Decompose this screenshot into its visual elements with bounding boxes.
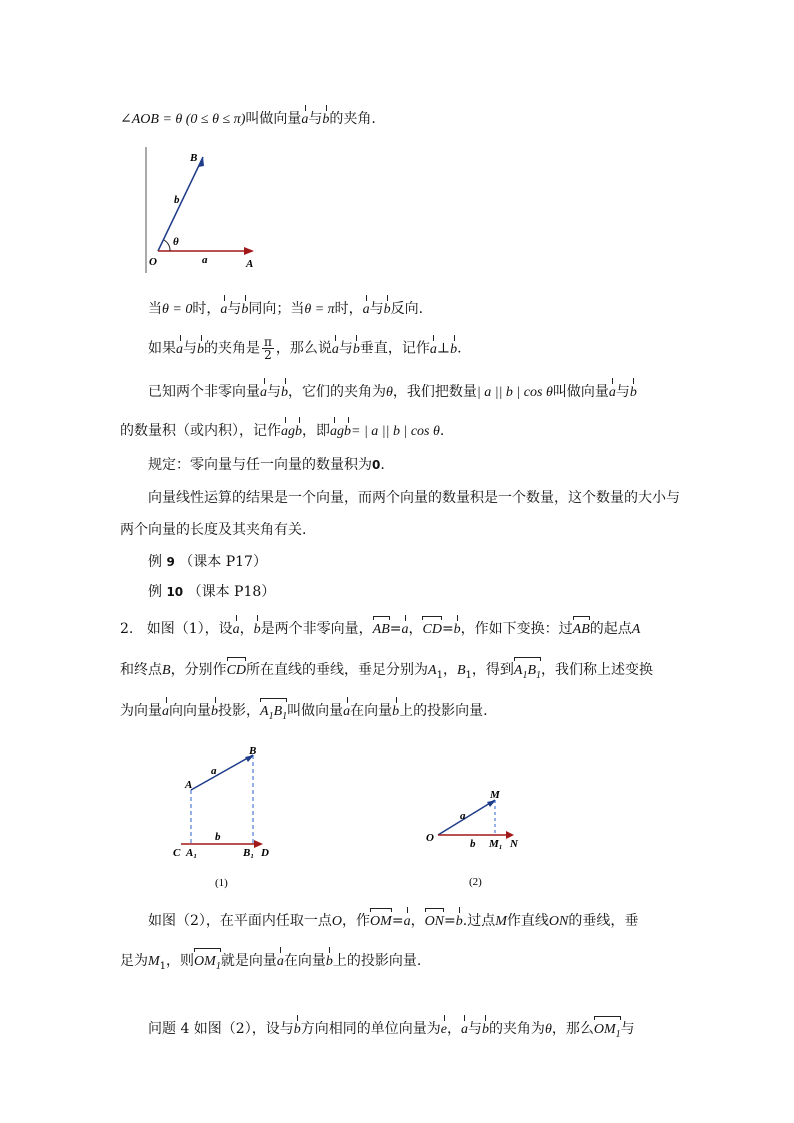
- vector-b-arrow: [198, 157, 204, 167]
- projection-om-line-2: 足为$M_1$，则$OM_1$就是向量a在向量b上的投影向量.: [120, 950, 421, 977]
- label-b: b: [470, 838, 476, 850]
- projection-figure-2: [420, 785, 530, 890]
- angle-figure: [140, 145, 270, 275]
- vector-a-arrow: [244, 247, 254, 255]
- label-A1: A₁: [186, 847, 198, 859]
- rule-zero-line: 规定：零向量与任一向量的数量积为0.: [148, 457, 385, 473]
- angle-arc: [164, 240, 170, 251]
- label-A: A: [185, 779, 193, 791]
- direction-line: 当θ = 0时，a与b同向；当θ = π时，a与b反向.: [148, 298, 423, 320]
- projection-line-2: 和终点B，分别作CD所在直线的垂线，垂足分别为$A_1$，$B_1$，得到$A_1B_1$，我们称上述变换: [120, 660, 653, 686]
- label-C: C: [173, 847, 181, 859]
- label-O: O: [149, 256, 157, 268]
- label-B1: B₁: [243, 847, 255, 859]
- paragraph-linear-2: 两个向量的长度及其夹角有关.: [120, 522, 307, 538]
- label-b: b: [215, 831, 221, 843]
- dot-product-notation-line: 的数量积（或内积），记作agb，即agb= | a || b | cos θ.: [120, 420, 444, 442]
- label-M1: M₁: [489, 838, 503, 850]
- question-4-line: 问题 4 如图（2），设与b方向相同的单位向量为e，a与b的夹角为θ，那么$OM_1$与: [148, 1018, 635, 1045]
- caption-1: (1): [215, 877, 228, 889]
- label-a: a: [460, 810, 466, 822]
- label-b: b: [174, 194, 180, 206]
- example-10: 例 10 （课本 P18）: [148, 584, 276, 600]
- vector-AB: [191, 755, 253, 790]
- projection-line-3: 为向量a向向量b投影，$A_1B_1$叫做向量a在向量b上的投影向量.: [120, 700, 488, 727]
- example-9: 例 9 （课本 P17）: [148, 554, 267, 570]
- projection-om-line-1: 如图（2），在平面内任取一点O，作OM=a，ON=b.过点M作直线ON的垂线，垂: [148, 910, 638, 932]
- label-N: N: [510, 838, 518, 850]
- vector-b: [158, 157, 203, 251]
- label-O: O: [426, 832, 434, 844]
- label-D: D: [261, 847, 269, 859]
- angle-definition-line: ∠AOB = θ (0 ≤ θ ≤ π)叫做向量a与b的夹角.: [120, 108, 376, 130]
- caption-2: (2): [469, 876, 482, 888]
- vector-OM: [438, 800, 495, 835]
- paragraph-linear-1: 向量线性运算的结果是一个向量，而两个向量的数量积是一个数量，这个数量的大小与: [148, 490, 680, 506]
- label-B: B: [190, 152, 198, 164]
- fraction-pi-over-2: $\frac{\pi}{2}$: [264, 335, 272, 362]
- dot-product-definition-line: 已知两个非零向量a与b，它们的夹角为θ，我们把数量| a || b | cos θ叫做向量a与b: [148, 381, 637, 403]
- projection-line-1: 2. 如图（1），设a，b是两个非零向量，AB=a，CD=b，作如下变换：过AB的起点A: [120, 618, 640, 640]
- angle-formula: ∠AOB = θ (0 ≤ θ ≤ π): [120, 112, 246, 127]
- label-theta: θ: [173, 236, 179, 248]
- label-a: a: [211, 765, 217, 777]
- label-B: B: [249, 745, 257, 757]
- label-M: M: [490, 789, 500, 801]
- label-a: a: [202, 254, 208, 266]
- perpendicular-line: 如果a与b的夹角是 $\frac{\pi}{2}$ ，那么说a与b垂直，记作a⊥b.: [148, 335, 462, 362]
- label-A: A: [246, 258, 254, 270]
- projection-figure-1: [165, 740, 295, 890]
